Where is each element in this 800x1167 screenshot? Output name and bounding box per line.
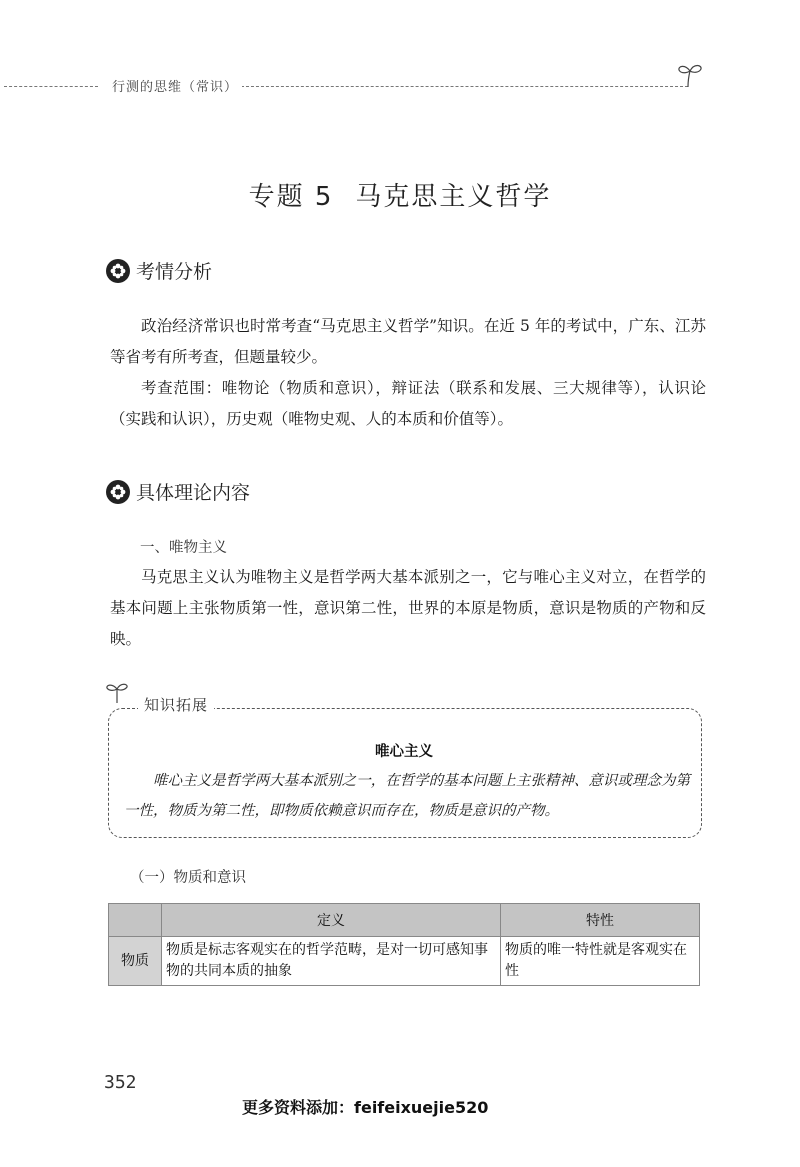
table-header-cell <box>109 904 162 937</box>
theory-paragraph-1: 马克思主义认为唯物主义是哲学两大基本派别之一，它与唯心主义对立，在哲学的基本问题上主张物质第一性，意识第二性，世界的本原是物质，意识是物质的产物和反映。 <box>110 568 706 648</box>
knowledge-box-body: 唯心主义是哲学两大基本派别之一，在哲学的基本问题上主张精神、意识或理念为第一性，物质为第二性，即物质依赖意识而存在，物质是意识的产物。 <box>124 773 690 819</box>
flower-icon <box>106 480 130 504</box>
header-rule-left <box>4 86 98 87</box>
topic-number: 专题 5 <box>248 182 334 212</box>
analysis-paragraph-2: 考查范围：唯物论（物质和意识），辩证法（联系和发展、三大规律等），认识论（实践和认识），历史观（唯物史观、人的本质和价值等）。 <box>110 379 706 428</box>
property-cell: 物质的唯一特性就是客观实在性 <box>501 937 700 986</box>
page-title <box>0 176 800 213</box>
section-title: 具体理论内容 <box>136 482 251 504</box>
knowledge-box-label: 知识拓展 <box>138 694 214 715</box>
table-header-cell: 定义 <box>162 904 501 937</box>
section-heading-analysis <box>106 257 212 284</box>
table-header-row <box>109 904 700 937</box>
matter-table <box>108 903 700 986</box>
row-label: 物质 <box>109 937 162 986</box>
sprout-icon <box>104 680 130 704</box>
section-heading-theory <box>106 478 250 505</box>
subheading-matter-consciousness: （一）物质和意识 <box>130 870 246 886</box>
table-row <box>109 937 700 986</box>
table-header-cell: 特性 <box>501 904 700 937</box>
definition-cell: 物质是标志客观实在的哲学范畴，是对一切可感知事物的共同本质的抽象 <box>162 937 501 986</box>
subheading-materialism: 一、唯物主义 <box>140 540 227 556</box>
running-header: 行测的思维（常识） <box>108 76 242 95</box>
analysis-paragraph-1: 政治经济常识也时常考查“马克思主义哲学”知识。在近 5 年的考试中，广东、江苏等省考有所考查，但题量较少。 <box>110 317 706 366</box>
footer-note: 更多资料添加：feifeixuejie520 <box>242 1098 489 1117</box>
section-title: 考情分析 <box>136 261 213 283</box>
page-number: 352 <box>104 1072 137 1093</box>
knowledge-box-heading: 唯心主义 <box>375 744 433 760</box>
header-rule-right <box>236 86 688 87</box>
flower-icon <box>106 259 130 283</box>
topic-name: 马克思主义哲学 <box>355 182 552 212</box>
sprout-icon <box>676 62 704 88</box>
